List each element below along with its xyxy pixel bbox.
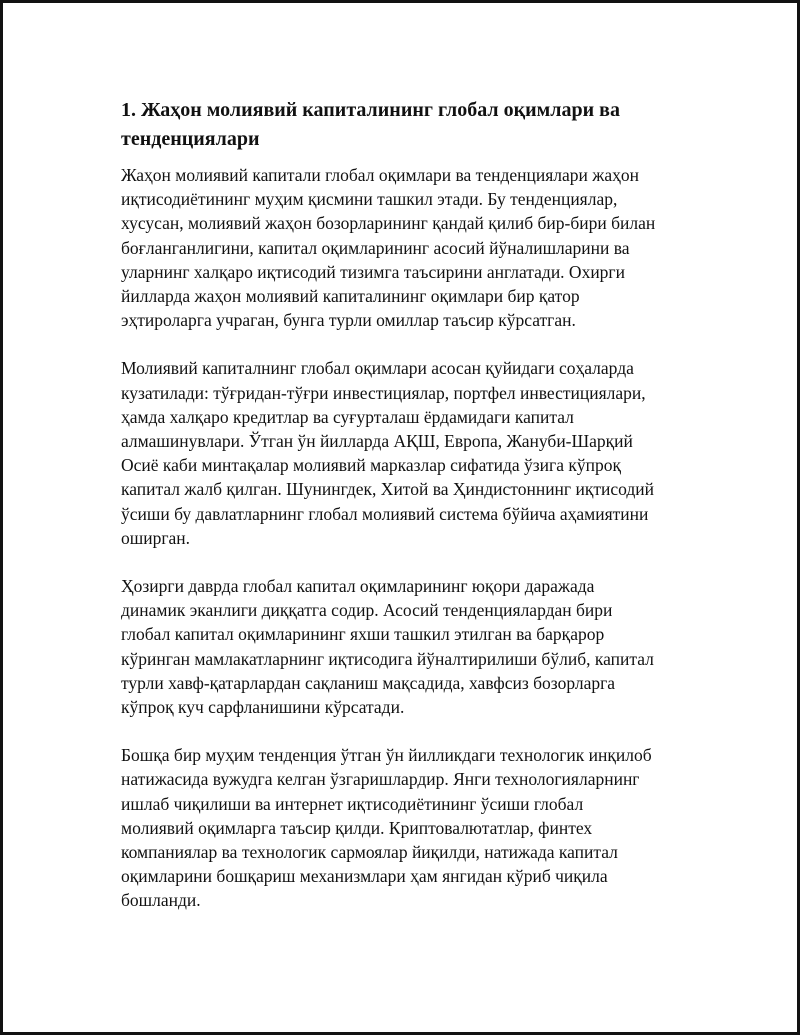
text-line: йилларда жаҳон молиявий капиталининг оқимлари бир қатор	[121, 286, 580, 307]
document-body	[121, 96, 696, 937]
text-line: Бошқа бир муҳим тенденция ўтган ўн йилликдаги технологик инқилоб	[121, 745, 652, 766]
text-line: Жаҳон молиявий капитали глобал оқимлари ва тенденциялари жаҳон	[121, 165, 639, 185]
text-line: бошланди.	[121, 890, 201, 911]
heading-line: тенденциялари	[121, 128, 260, 150]
text-line: Молиявий капиталнинг глобал оқимлари асосан қуйидаги соҳаларда	[121, 358, 634, 379]
text-line: ўсиши бу давлатларнинг глобал молиявий система бўйича аҳамиятини	[121, 503, 649, 524]
text-line: кўпроқ куч сарфланишини кўрсатади.	[121, 697, 405, 718]
text-line: уларнинг халқаро иқтисодий тизимга таъсирини англатади. Охирги	[121, 261, 625, 282]
text-line: ҳамда халқаро кредитлар ва суғурталаш ёрдамидаги капитал	[121, 406, 574, 427]
paragraph-2	[121, 356, 696, 550]
text-line: динамик эканлиги диққатга содир. Асосий тенденциялардан бири	[121, 600, 613, 621]
paragraph-4	[121, 743, 696, 912]
text-line: оқимларини бошқариш механизмлари ҳам янгидан кўриб чиқила	[121, 866, 608, 887]
text-line: глобал капитал оқимларининг яхши ташкил этилган ва барқарор	[121, 624, 605, 645]
section-heading	[121, 96, 696, 154]
text-line: капитал жалб қилган. Шунингдек, Хитой ва Ҳиндистоннинг иқтисодий	[121, 479, 655, 500]
text-line: алмашинувлари. Ўтган ўн йилларда АҚШ, Европа, Жануби-Шарқий	[121, 431, 633, 452]
text-line: Ҳозирги даврда глобал капитал оқимларининг юқори даражада	[121, 576, 595, 597]
text-line: иқтисодиётининг муҳим қисмини ташкил этади. Бу тенденциялар,	[121, 189, 618, 210]
text-line: кўринган мамлакатларнинг иқтисодига йўналтирилиши бўлиб, капитал	[121, 648, 654, 669]
text-line: оширган.	[121, 527, 191, 548]
text-line: Осиё каби минтақалар молиявий марказлар сифатида ўзига кўпроқ	[121, 455, 621, 476]
text-line: эҳтироларга учраган, бунга турли омиллар таъсир кўрсатган.	[121, 310, 576, 331]
text-line: боғланганлигини, капитал оқимларининг асосий йўналишларини ва	[121, 237, 630, 258]
paragraph-3	[121, 574, 696, 719]
text-line: компаниялар ва технологик сармоялар йиқилди, натижада капитал	[121, 842, 618, 863]
text-line: кузатилади: тўғридан-тўғри инвестициялар, портфел инвестициялари,	[121, 382, 646, 403]
text-line: ишлаб чиқилиши ва интернет иқтисодиётининг ўсиши глобал	[121, 793, 584, 814]
heading-line: 1. Жаҳон молиявий капиталининг глобал оқимлари ва	[121, 99, 620, 121]
text-line: молиявий оқимларга таъсир қилди. Криптовалютатлар, финтех	[121, 817, 593, 838]
paragraph-1	[121, 163, 696, 332]
text-line: хусусан, молиявий жаҳон бозорларининг қандай қилиб бир-бири билан	[121, 213, 656, 234]
text-line: турли хавф-қатарлардан сақланиш мақсадида, хавфсиз бозорларга	[121, 672, 616, 693]
text-line: натижасида вужудга келган ўзгаришлардир. Янги технологияларнинг	[121, 769, 640, 790]
